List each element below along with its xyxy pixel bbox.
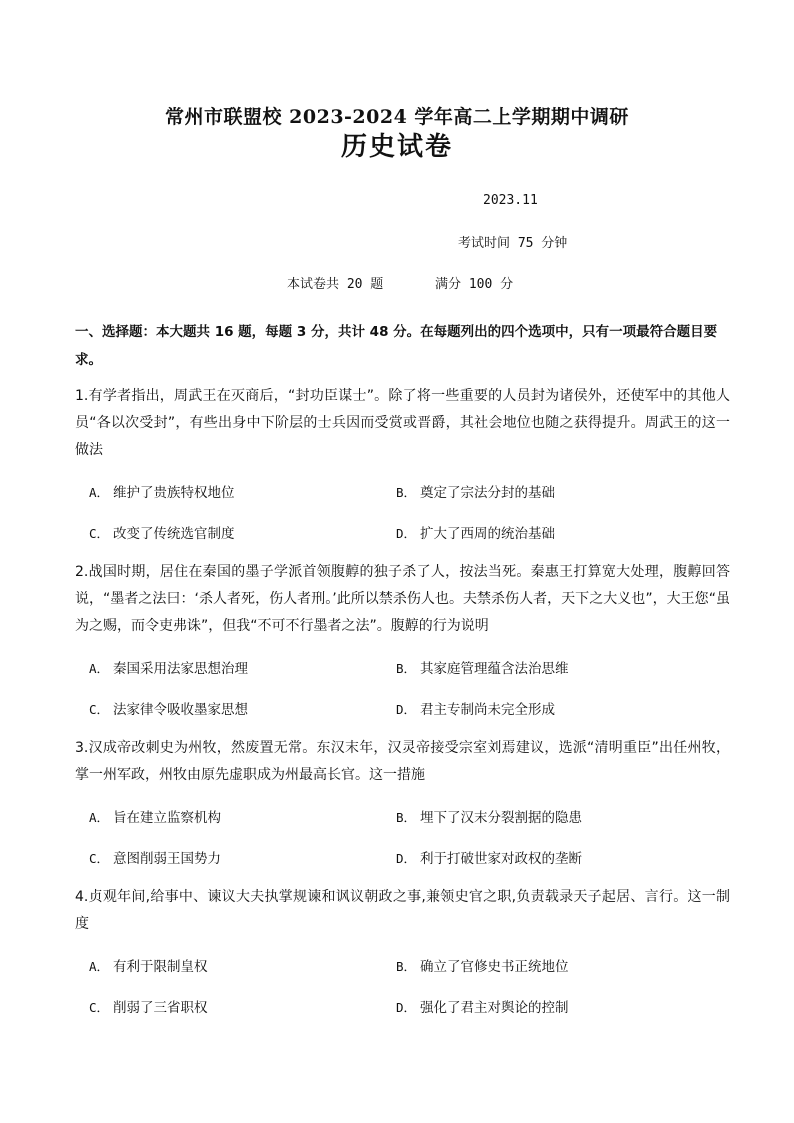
option-text: 君主专制尚未完全形成: [420, 702, 556, 718]
question-2-option-d: [396, 698, 555, 718]
option-text: 扩大了西周的统治基础: [420, 526, 556, 542]
question-1-stem: 1.有学者指出，周武王在灭商后，“封功臣谋士”。除了将一些重要的人员封为诸侯外，还使军中的其他人员“各以次受封”，有些出身中下阶层的士兵因而受赏或晋爵，其社会地位也随之获得提升。周武王的这一做法: [75, 388, 730, 458]
full-score: 满分 100 分: [435, 277, 514, 292]
option-letter: B．: [396, 810, 417, 825]
question-4-option-c: [89, 996, 208, 1016]
option-letter: D．: [396, 526, 417, 541]
option-text: 维护了贵族特权地位: [113, 485, 235, 501]
option-letter: D．: [396, 702, 417, 717]
option-letter: D．: [396, 851, 417, 866]
option-text: 确立了官修史书正统地位: [420, 959, 569, 975]
option-text: 有利于限制皇权: [113, 959, 208, 975]
option-letter: C．: [89, 526, 110, 541]
option-text: 强化了君主对舆论的控制: [420, 1000, 569, 1016]
option-letter: C．: [89, 702, 110, 717]
option-letter: A．: [89, 661, 110, 676]
option-text: 利于打破世家对政权的垄断: [420, 851, 583, 867]
option-text: 秦国采用法家思想治理: [113, 661, 249, 677]
option-text: 意图削弱王国势力: [113, 851, 222, 867]
option-letter: D．: [396, 1000, 417, 1015]
option-letter: A．: [89, 485, 110, 500]
option-letter: B．: [396, 959, 417, 974]
question-1-option-b: [396, 481, 555, 501]
question-1-option-c: [89, 522, 235, 542]
question-4-stem: 4.贞观年间,给事中、谏议大夫执掌规谏和讽议朝政之事,兼领史官之职,负责载录天子起居、言行。这一制度: [75, 889, 730, 932]
option-letter: B．: [396, 661, 417, 676]
question-3-stem: 3.汉成帝改刺史为州牧，然废置无常。东汉末年，汉灵帝接受宗室刘焉建议，选派“清明重臣”出任州牧，掌一州军政，州牧由原先虚职成为州最高长官。这一措施: [75, 740, 730, 783]
question-3-option-b: [396, 806, 582, 826]
option-letter: C．: [89, 1000, 110, 1015]
question-3-option-d: [396, 847, 582, 867]
question-2-option-b: [396, 657, 569, 677]
question-2-option-a: [89, 657, 248, 677]
option-text: 奠定了宗法分封的基础: [420, 485, 556, 501]
question-1-option-d: [396, 522, 555, 542]
option-letter: A．: [89, 959, 110, 974]
option-letter: B．: [396, 485, 417, 500]
question-1-option-a: [89, 481, 235, 501]
exam-subject-title: 历史试卷: [340, 132, 453, 162]
option-text: 改变了传统选官制度: [113, 526, 235, 542]
question-count: 本试卷共 20 题: [287, 277, 384, 292]
question-4-option-d: [396, 996, 569, 1016]
exam-title: 常州市联盟校 2023-2024 学年高二上学期期中调研: [165, 106, 629, 128]
question-3-option-c: [89, 847, 221, 867]
question-4-option-a: [89, 955, 208, 975]
question-3-option-a: [89, 806, 221, 826]
exam-duration: 考试时间 75 分钟: [458, 236, 568, 251]
option-text: 旨在建立监察机构: [113, 810, 222, 826]
question-2-stem: 2.战国时期，居住在秦国的墨子学派首领腹䵍的独子杀了人，按法当死。秦惠王打算宽大处理，腹䵍回答说，“墨者之法曰：‘杀人者死，伤人者刑。’此所以禁杀伤人也。夫禁杀伤人者，天下之大义也”，大王您“虽为之赐，而令吏弗诛”，但我“不可不行墨者之法”。腹䵍的行为说明: [75, 564, 730, 634]
section-heading: 一、选择题：本大题共 16 题，每题 3 分，共计 48 分。在每题列出的四个选项中，只有一项最符合题目要求。: [75, 324, 718, 368]
question-4-option-b: [396, 955, 569, 975]
question-2-option-c: [89, 698, 248, 718]
option-text: 其家庭管理蕴含法治思维: [420, 661, 569, 677]
option-letter: C．: [89, 851, 110, 866]
option-text: 埋下了汉末分裂割据的隐患: [420, 810, 583, 826]
option-letter: A．: [89, 810, 110, 825]
option-text: 法家律令吸收墨家思想: [113, 702, 249, 718]
option-text: 削弱了三省职权: [113, 1000, 208, 1016]
exam-date: 2023.11: [483, 193, 538, 208]
